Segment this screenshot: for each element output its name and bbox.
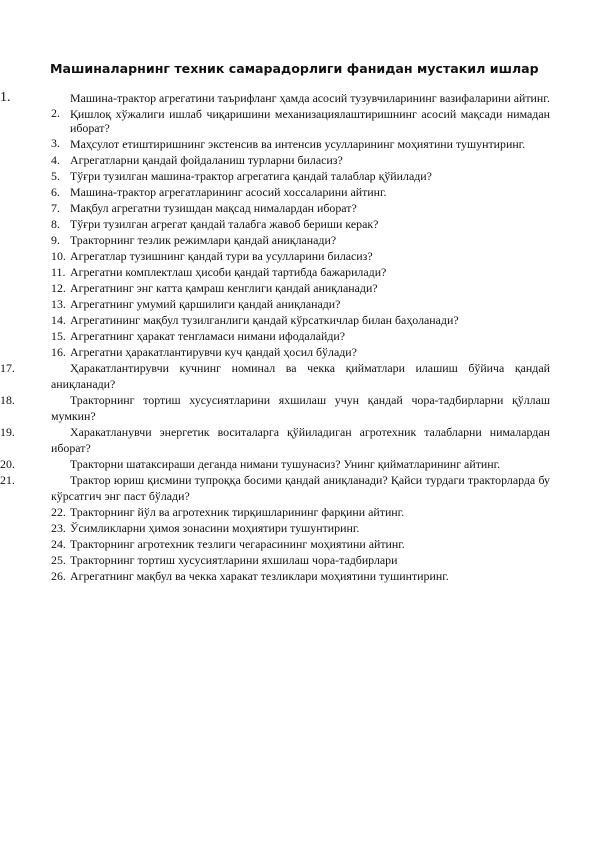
item-text: Агрегатнинг ҳаракат тенгламаси нимани ифодалайди? — [70, 329, 346, 343]
item-text: Тракторнинг агротехник тезлиги чегарасининг моҳиятини айтинг. — [70, 537, 405, 551]
item-number: 20. — [0, 457, 15, 471]
item-number: 24. — [51, 537, 66, 551]
item-number: 23. — [51, 521, 66, 535]
question-list — [0, 90, 596, 584]
item-text: Тракторнинг тортиш хусусиятларини яхшилаш учун қандай чора-тадбирларни қўллаш мумкин? — [51, 393, 550, 423]
item-text: Ҳаракатлантирувчи кучнинг номинал ва чекка қийматлари илашиш бўйича қандай аниқланади? — [51, 361, 550, 391]
item-text: Мақбул агрегатни тузишдан мақсад нималардан иборат? — [70, 201, 357, 215]
item-number: 12. — [51, 281, 66, 295]
item-text: Агрегатни ҳаракатлантирувчи куч қандай ҳосил бўлади? — [70, 345, 357, 359]
item-number: 7. — [51, 201, 60, 215]
item-text: Тракторнинг тезлик режимлари қандай аниқланади? — [70, 233, 337, 247]
list-item — [0, 472, 550, 504]
item-number: 25. — [51, 553, 66, 567]
item-number: 22. — [51, 505, 66, 519]
list-item — [0, 216, 550, 232]
item-text: Машина-трактор агрегатларининг асосий хоссаларини айтинг. — [70, 185, 387, 199]
item-number: 16. — [51, 345, 66, 359]
item-text: Тўғри тузилган агрегат қандай талабга жавоб бериши керак? — [70, 217, 379, 231]
list-item — [0, 328, 550, 344]
list-item — [0, 312, 550, 328]
list-item — [0, 184, 550, 200]
item-text: Агрегатининг мақбул тузилганлиги қандай кўрсаткичлар билан баҳоланади? — [70, 313, 459, 327]
item-number: 14. — [51, 313, 66, 327]
item-number: 10. — [51, 249, 66, 263]
item-number: 19. — [0, 425, 15, 439]
list-item — [0, 392, 550, 424]
list-item — [0, 152, 550, 168]
item-number: 17. — [0, 361, 15, 375]
item-text: Тракторнинг йўл ва агротехник тирқишларининг фарқини айтинг. — [70, 505, 405, 519]
item-number: 8. — [51, 217, 60, 231]
item-text: Тўғри тузилган машина-трактор агрегатига қандай талаблар қўйилади? — [70, 169, 432, 183]
list-item — [0, 424, 550, 456]
item-number: 26. — [51, 569, 66, 583]
list-item — [0, 456, 550, 472]
list-item — [0, 136, 550, 152]
list-item — [0, 536, 550, 552]
item-text: Тракторни шатаксираши деганда нимани тушунасиз? Унинг қийматларининг айтинг. — [70, 457, 501, 471]
item-number: 2. — [51, 106, 60, 120]
list-item — [0, 90, 550, 106]
list-item — [0, 264, 550, 280]
item-text: Агрегатнинг энг катта қамраш кенглиги қандай аниқланади? — [70, 281, 378, 295]
item-text: Машина-трактор агрегатини таърифланг ҳамда асосий тузувчиларининг вазифаларини айтинг. — [70, 91, 550, 105]
item-text: Агрегатларни қандай фойдаланиш турларни биласиз? — [70, 153, 343, 167]
item-number: 11. — [51, 265, 66, 279]
item-number: 18. — [0, 393, 15, 407]
item-number: 5. — [51, 169, 60, 183]
item-text: Харакатланувчи энергетик воситаларга қўйиладиган агротехник талабларни нималардан иборат? — [51, 425, 550, 455]
list-item — [0, 106, 550, 136]
list-item — [0, 280, 550, 296]
item-number: 6. — [51, 185, 60, 199]
item-number: 4. — [51, 153, 60, 167]
item-text: Трактор юриш қисмини тупроққа босими қандай аниқланади? Қайси турдаги тракторларда бу кўрсатгич энг паст бўлади? — [51, 473, 550, 503]
item-text: Агрегатнинг умумий қаршилиги қандай аниқланади? — [70, 297, 341, 311]
item-text: Агрегатни комплектлаш ҳисоби қандай тартибда бажарилади? — [70, 265, 387, 279]
list-item — [0, 200, 550, 216]
item-text: Маҳсулот етиштиришнинг экстенсив ва интенсив усулларининг моҳиятини тушунтиринг. — [70, 137, 526, 151]
item-number: 9. — [51, 233, 60, 247]
item-number: 1. — [0, 90, 11, 105]
item-number: 15. — [51, 329, 66, 343]
document-title: Машиналарнинг техник самарадорлиги фанидан мустакил ишлар — [50, 61, 539, 76]
item-text: Ўсимликларни ҳимоя зонасини моҳиятири тушунтиринг. — [70, 521, 360, 535]
item-text: Тракторнинг тортиш хусусиятларини яхшилаш чора-тадбирлари — [70, 553, 398, 567]
list-item — [0, 168, 550, 184]
item-number: 13. — [51, 297, 66, 311]
item-text: Агрегатлар тузишнинг қандай тури ва усулларини биласиз? — [70, 249, 373, 263]
list-item — [0, 360, 550, 392]
list-item — [0, 504, 550, 520]
list-item — [0, 248, 550, 264]
item-text: Қишлоқ хўжалиги ишлаб чиқаришини механизациялаштиришнинг асосий мақсади нимадан иборат? — [70, 107, 550, 135]
list-item — [0, 520, 550, 536]
list-item — [0, 552, 550, 568]
list-item — [0, 232, 550, 248]
item-number: 21. — [0, 473, 15, 487]
list-item — [0, 296, 550, 312]
item-number: 3. — [51, 136, 60, 150]
item-text: Агрегатнинг мақбул ва чекка харакат тезликлари моҳиятини тушинтиринг. — [70, 569, 449, 583]
list-item — [0, 344, 550, 360]
list-item — [0, 568, 550, 584]
